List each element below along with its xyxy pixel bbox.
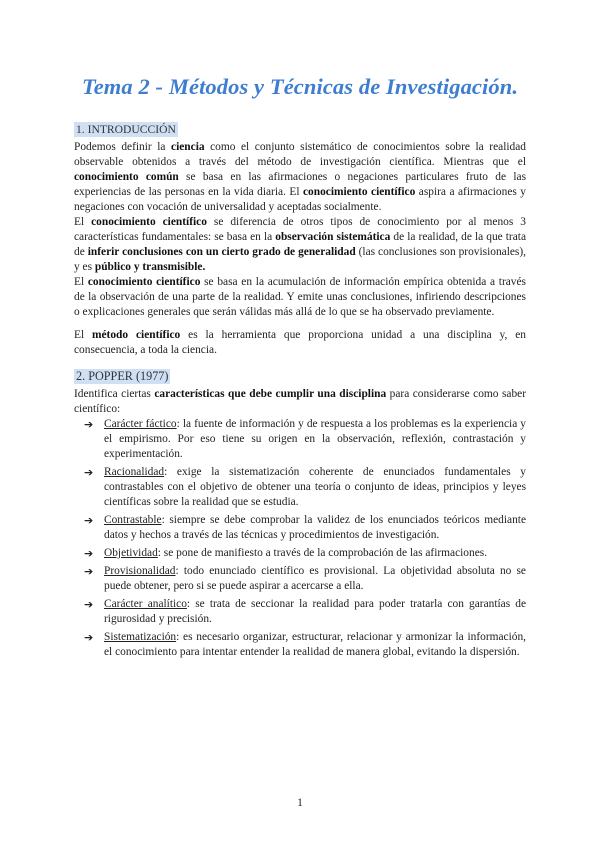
list-item: ➔ Contrastable: siempre se debe comprobar la validez de los enunciados teóricos mediante datos y hechos a través de las técnicas y procedimientos de investigación.	[84, 514, 526, 541]
page-number: 1	[297, 797, 303, 809]
arrow-right-icon: ➔	[84, 514, 94, 527]
paragraph-metodo: El método científico es la herramienta que proporciona unidad a una disciplina y, en consecuencia, a toda la ciencia.	[74, 329, 526, 356]
list-item: ➔ Provisionalidad: todo enunciado científico es provisional. La objetividad absoluta no se puede obtener, pero si se puede aspirar a acercarse a ella.	[84, 565, 526, 592]
section-heading-introduccion: 1. INTRODUCCIÓN	[76, 123, 176, 136]
paragraph-caracteristicas: El conocimiento científico se diferencia de otros tipos de conocimiento por al menos 3 características fundamentales: se basa en la observación sistemática de la realidad, de la que trata de inferir conclusiones con un cierto grado de generalidad (las conclusiones son provisionales), y es público y transmisible.	[74, 216, 527, 273]
popper-characteristics-list	[74, 417, 526, 660]
document-body	[74, 122, 526, 663]
paragraph-ciencia: Podemos definir la ciencia como el conjunto sistemático de conocimientos sobre la realidad observable obtenidos a través del método de investigación científica. Mientras que el conocimiento común se basa en las afirmaciones o negaciones particulares fruto de las experiencias de las personas en la vida diaria. El conocimiento científico aspira a afirmaciones y negaciones con vocación de universalidad y aceptadas socialmente.	[74, 141, 526, 213]
arrow-right-icon: ➔	[84, 466, 94, 479]
list-item: ➔ Carácter analítico: se trata de seccionar la realidad para poder tratarla con garantías de rigurosidad y precisión.	[84, 598, 527, 625]
arrow-right-icon: ➔	[84, 631, 94, 644]
arrow-right-icon: ➔	[84, 418, 94, 431]
arrow-right-icon: ➔	[84, 565, 94, 578]
paragraph-popper-intro: Identifica ciertas características que debe cumplir una disciplina para considerarse como saber científico:	[74, 388, 526, 415]
arrow-right-icon: ➔	[84, 598, 94, 611]
list-item: ➔ Racionalidad: exige la sistematización coherente de enunciados fundamentales y contrastables con el objetivo de obtener una teoría o conjunto de ideas, principios y leyes científicas sobre la realidad que se estudia.	[84, 466, 526, 508]
list-item: ➔ Objetividad: se pone de manifiesto a través de la comprobación de las afirmaciones.	[84, 547, 488, 560]
page-title: Tema 2 - Métodos y Técnicas de Investigación.	[81, 74, 519, 99]
section-heading-popper: 2. POPPER (1977)	[76, 369, 169, 383]
list-item: ➔ Carácter fáctico: la fuente de información y de respuesta a los problemas es la experiencia y el empirismo. Por eso tiene su origen en la observación, reflexión, contrastación y experimentación.	[84, 418, 526, 460]
paragraph-acumulacion: El conocimiento científico se basa en la acumulación de información empírica obtenida a través de la observación de una parte de la realidad. Y emite unas conclusiones, infiriendo descripciones o explicaciones generales que serán válidas más allá de lo que se ha observado previamente.	[74, 276, 526, 318]
arrow-right-icon: ➔	[84, 547, 94, 560]
list-item: ➔ Sistematización: es necesario organizar, estructurar, relacionar y armonizar la información, el conocimiento para intentar entender la realidad de manera global, evitando la dispersión.	[84, 631, 526, 658]
